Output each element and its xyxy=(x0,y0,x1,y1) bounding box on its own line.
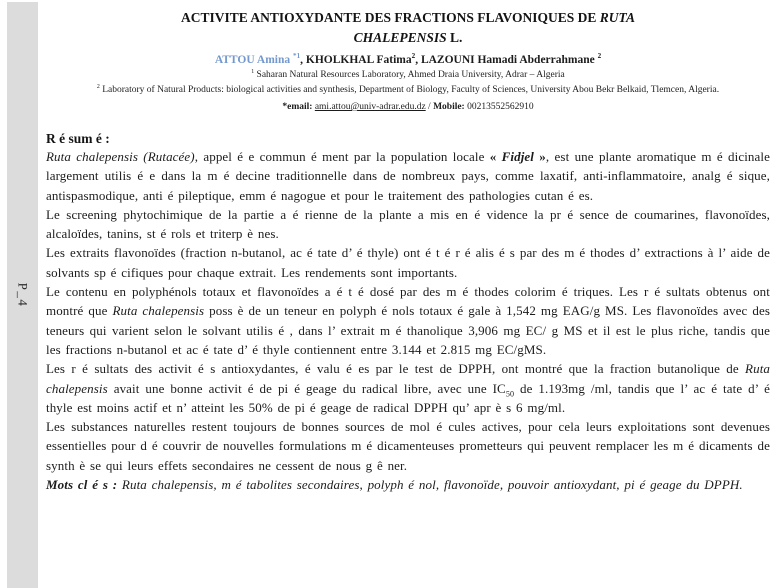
keywords-line: Mots cl é s : Ruta chalepensis, m é tabolites secondaires, polyph é nol, flavonoïde, pouvoir antioxydant, pi é geage du DPPH. xyxy=(46,477,743,493)
abstract-heading: R é sum é : xyxy=(46,131,110,146)
page-marker-label: P_4 xyxy=(15,282,31,308)
abstract-content xyxy=(46,0,770,494)
abstract-paragraph-6: Les substances naturelles restent toujours de bonnes sources de mol é cules actives, pour cela leurs exploitations sont devenues essentielles pour d é couvrir de nouvelles formulations m é dicamenteuses prometteurs qui peuvent remplacer les m é dicaments de synth è se qui leurs effets secondaires ne cessent de nous g ê ner. xyxy=(46,419,770,473)
side-strip xyxy=(7,2,38,588)
abstract-paragraph-3: Les extraits flavonoïdes (fraction n-butanol, ac é tate d’ é thyle) ont é t é r é alis é s par des m é thodes d’ extractions à l’ aide de solvants sp é cifiques pour chaque extrait. Les rendements sont importants. xyxy=(46,245,770,280)
abstract-paragraph-5: Les r é sultats des activit é s antioxydantes, é valu é es par le test de DPPH, ont montré que la fraction butanolique de Ruta chalepensis avait une bonne activit é de pi é geage du radical libre, avec une $IC_{50}$ de 1.193mg /ml, tandis que l’ ac é tate d’ é thyle est moins actif et n’ atteint les 50% de pi é geage de radical DPPH qu’ apr è s 6 mg/ml. xyxy=(46,361,771,415)
contact-line: *email: ami.attou@univ-adrar.edu.dz / Mobile: 00213552562910 xyxy=(282,102,534,112)
email-link[interactable]: ami.attou@univ-adrar.edu.dz xyxy=(314,102,426,112)
paper-title-line-2: CHALEPENSIS L. xyxy=(353,29,463,45)
authors-line: ATTOU Amina $^{*1}$, KHOLKHAL Fatima$^2$, LAZOUNI Hamadi Abderrahmane $^2$ xyxy=(214,52,602,66)
abstract-paragraph-2: Le screening phytochimique de la partie a é rienne de la plante a mis en é vidence la pr é sence de coumarines, flavonoïdes, alcaloïdes, tanins, st é rols et triterp è nes. xyxy=(46,206,770,242)
abstract-paragraph-4: Le contenu en polyphénols totaux et flavonoïdes a é t é dosé par des m é thodes colorim é triques. Les r é sultats obtenus ont montré que Ruta chalepensis poss è de un teneur en polyph é nols totaux é gale à 1,542 mg EAG/g MS. Les flavonoïdes avec des teneurs qui varient selon le solvant utilis é , dans l’ extrait m é thanolique 3,906 mg EC/ g MS et il est le plus riche, tandis que les fractions n-butanol et ac é tate d’ é thyle contiennent entre 3.144 et 2.815 mg EC/gMS. xyxy=(46,284,770,357)
abstract-paragraph-1: Ruta chalepensis (Rutacée), appel é e commun é ment par la population locale « Fidjel », est une plante aromatique m é dicinale largement utilis é e dans la m é decine traditionnelle dans de nombreux pays, comme laxatif, anti-inflammatoire, analg é sique, antispasmodique, anti é pileptique, emm é nagogue et pour le traitement des pathologies cutan é es. xyxy=(46,149,770,203)
affiliation-1: $^1$ Saharan Natural Resources Laboratory, Ahmed Draia University, Adrar – Algeria xyxy=(251,68,565,80)
paper-title-line-1: ACTIVITE ANTIOXYDANTE DES FRACTIONS FLAVONIQUES DE RUTA xyxy=(180,10,636,25)
author-link-attou-amina[interactable]: ATTOU Amina xyxy=(214,54,293,66)
paper-title xyxy=(46,8,770,47)
affiliation-2: $^2$ Laboratory of Natural Products: biological activities and synthesis, Department of Biology, Faculty of Sciences, University Abou Bekr Belkaid, Tlemcen, Algeria. xyxy=(96,83,720,95)
